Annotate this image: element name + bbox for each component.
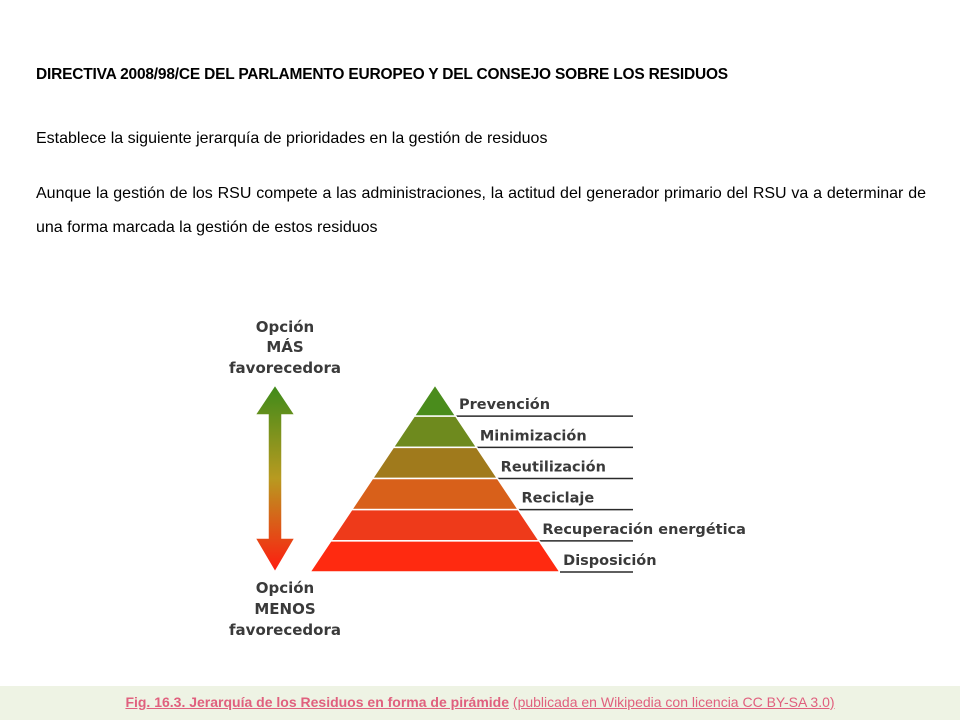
pyramid-band <box>352 479 519 510</box>
pyramid-level-label: Reutilización <box>500 459 606 476</box>
figure-caption <box>0 694 960 710</box>
pyramid-level-label: Reciclaje <box>521 490 595 507</box>
pyramid-band <box>414 385 456 416</box>
body-paragraph: Aunque la gestión de los RSU compete a las administraciones, la actitud del generador primario del RSU va a determinar de una forma marcada la gestión de estos residuos <box>36 185 926 236</box>
pyramid-level-label: Disposición <box>563 553 657 569</box>
pyramid-band <box>331 510 539 541</box>
pyramid <box>310 385 746 572</box>
pyramid-band <box>373 447 498 478</box>
caption-license-link[interactable]: (publicada en Wikipedia con licencia CC BY-SA 3.0) <box>512 694 835 710</box>
top-option-line3: favorecedora <box>229 359 341 377</box>
pyramid-level-label: Prevención <box>459 397 551 414</box>
top-option-line2: MÁS <box>266 338 304 356</box>
intro-text: Establece la siguiente jerarquía de prioridades en la gestión de residuos <box>36 130 548 147</box>
pyramid-level-label: Minimización <box>479 428 587 445</box>
bottom-option-line3: favorecedora <box>229 621 341 639</box>
waste-hierarchy-diagram <box>225 310 765 650</box>
pyramid-level-label: Recuperación energética <box>542 521 746 538</box>
pyramid-band <box>310 541 560 572</box>
page-title: DIRECTIVA 2008/98/CE DEL PARLAMENTO EUROPEO Y DEL CONSEJO SOBRE LOS RESIDUOS <box>36 66 728 83</box>
top-option-line1: Opción <box>255 318 315 336</box>
pyramid-band <box>393 416 476 447</box>
priority-arrow <box>255 385 295 572</box>
bottom-option-line2: MENOS <box>254 600 316 618</box>
waste-hierarchy-figure <box>225 310 765 650</box>
bottom-option-line1: Opción <box>255 579 315 597</box>
caption-title-link[interactable]: Fig. 16.3. Jerarquía de los Residuos en forma de pirámide <box>125 694 510 710</box>
